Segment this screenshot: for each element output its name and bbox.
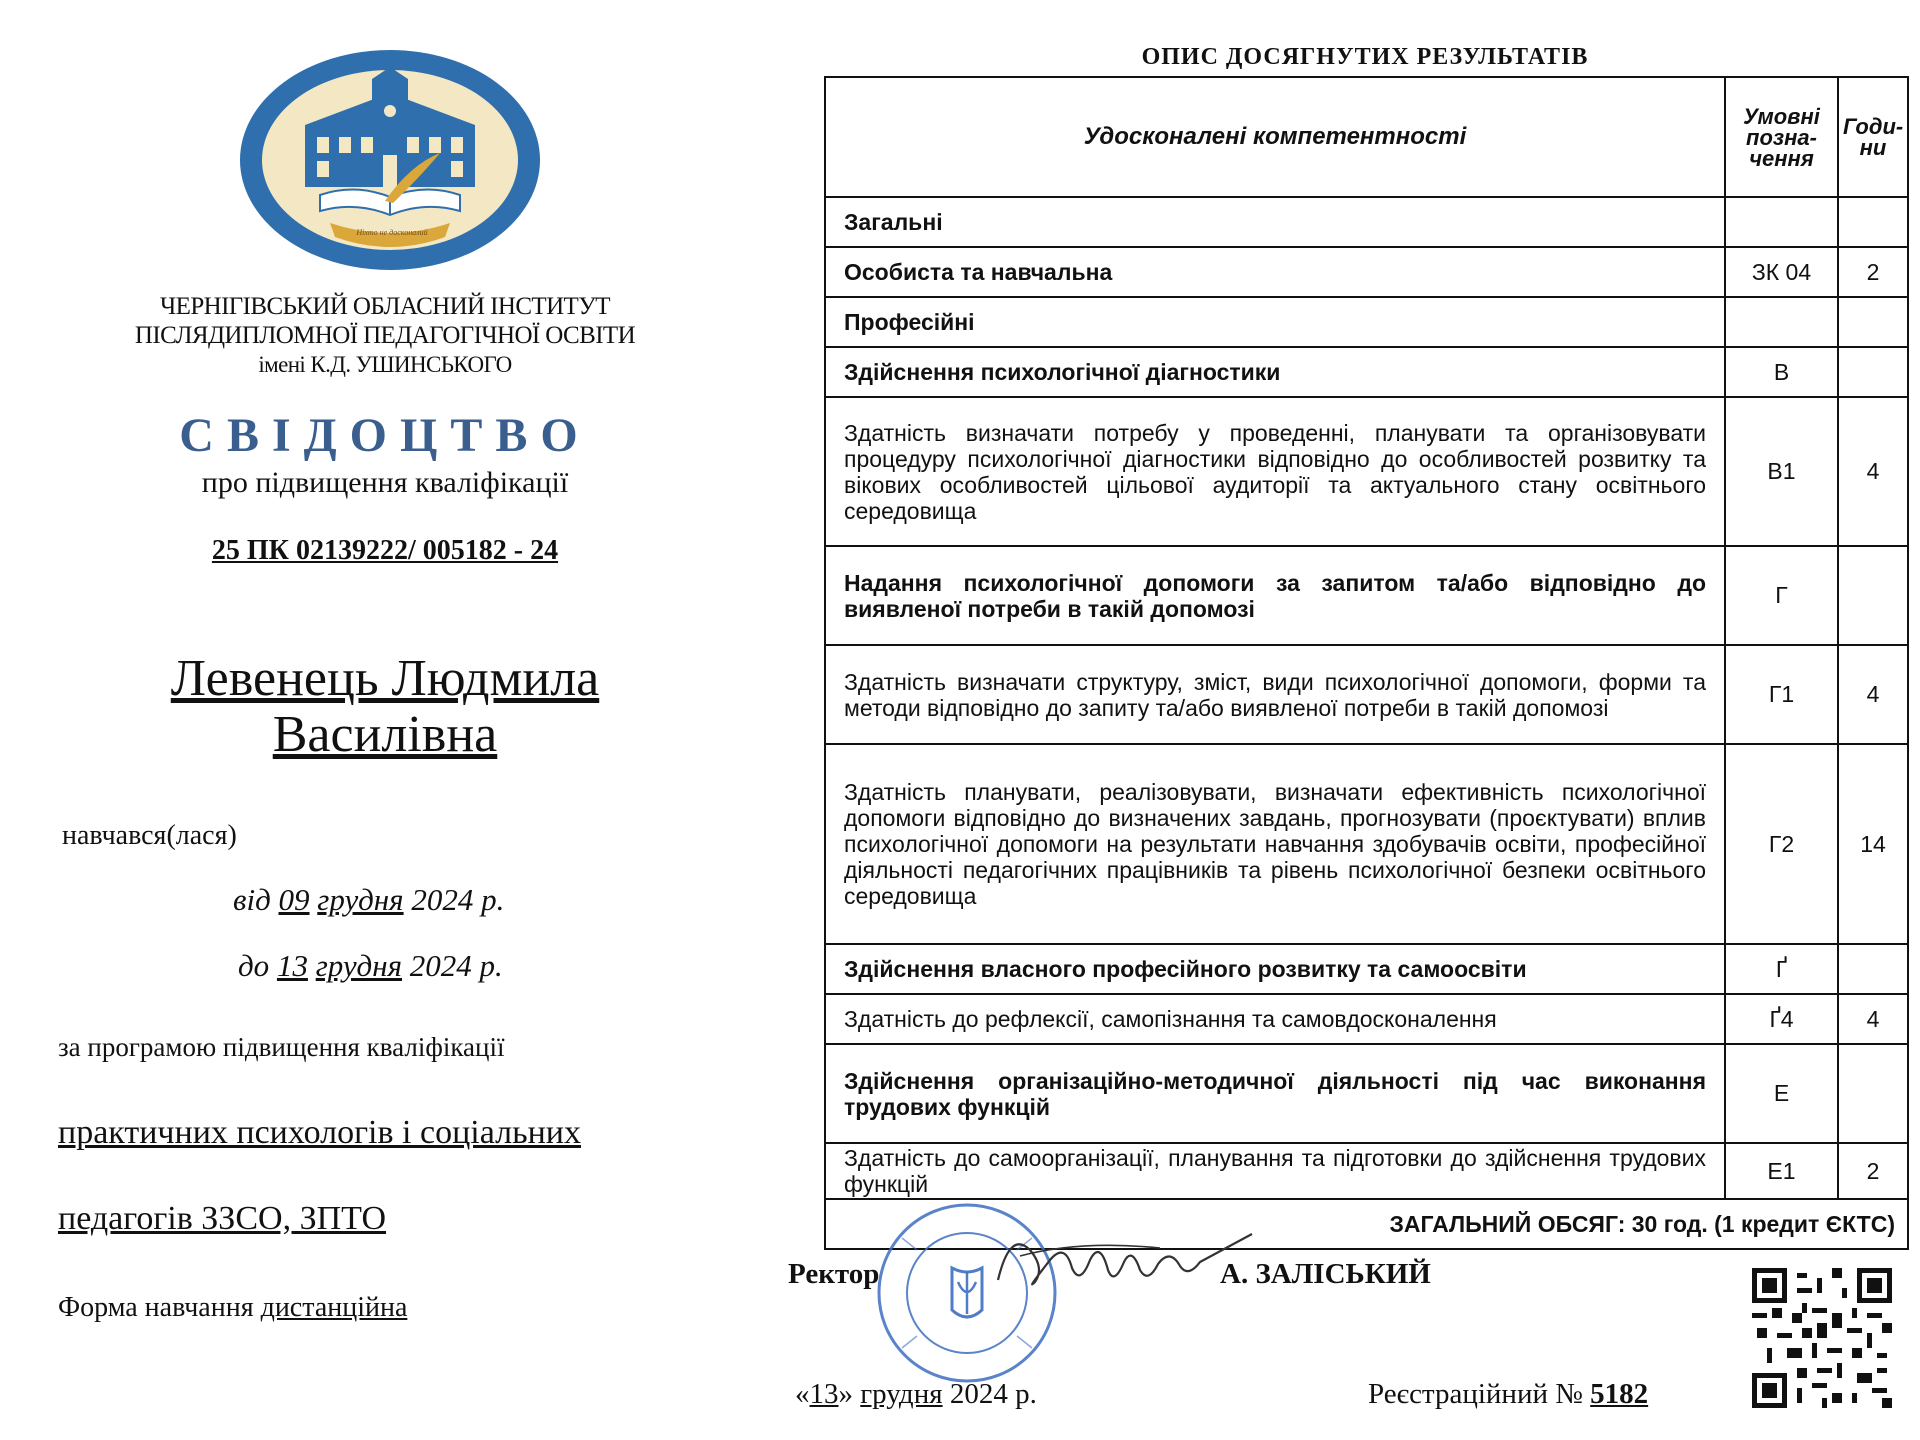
row-code: Ґ4: [1725, 994, 1838, 1044]
holder-name-line1: [60, 650, 710, 708]
row-hours: [1838, 944, 1908, 994]
row-text: Здатність визначати структуру, зміст, види психологічної допомоги, форми та методи відповідно до запиту та/або виявленої потреби в такій допомозі: [825, 645, 1725, 744]
header-competence: Удосконалені компетентності: [825, 77, 1725, 197]
row-hours: 4: [1838, 645, 1908, 744]
table-row: [825, 1044, 1908, 1143]
row-hours: 14: [1838, 744, 1908, 944]
row-hours: [1838, 197, 1908, 247]
studied-label: навчався(лася): [62, 820, 237, 851]
row-hours: [1838, 297, 1908, 347]
to-year: 2024 р.: [409, 948, 503, 983]
institute-name-line3: імені К.Д. УШИНСЬКОГО: [258, 352, 512, 377]
row-hours: 2: [1838, 247, 1908, 297]
reg-label: Реєстраційний №: [1368, 1378, 1583, 1410]
row-code: Г2: [1725, 744, 1838, 944]
table-row: [825, 397, 1908, 546]
row-text: Здатність планувати, реалізовувати, визначати ефективність психологічної допомоги відповідно до визначених завдань, прогнозувати (проєктувати) вплив психологічної допомоги на результати навчання здобувачів освіти, професійної діяльності педагогічних працівників та рівень психологічної безпеки освітнього середовища: [825, 744, 1725, 944]
row-code: Е1: [1725, 1143, 1838, 1199]
qr-code: [1752, 1268, 1892, 1408]
certificate-title: СВІДОЦТВО: [179, 409, 591, 462]
table-row: [825, 247, 1908, 297]
program-line2-text: педагогів ЗЗСО, ЗПТО: [58, 1200, 387, 1237]
to-month: грудня: [315, 948, 403, 983]
row-code: Е: [1725, 1044, 1838, 1143]
table-row: [825, 347, 1908, 397]
row-text: Здійснення організаційно-методичної діяльності під час виконання трудових функцій: [825, 1044, 1725, 1143]
study-from-date: [233, 882, 504, 918]
row-hours: 4: [1838, 994, 1908, 1044]
to-prefix: до: [238, 948, 270, 983]
program-line1: [58, 1114, 581, 1152]
institute-logo: [235, 45, 545, 275]
row-text: Здатність до самоорганізації, планування та підготовки до здійснення трудових функцій: [825, 1143, 1725, 1199]
study-form: [58, 1292, 407, 1324]
table-row: [825, 744, 1908, 944]
table-row: [825, 1143, 1908, 1199]
table-row: [825, 994, 1908, 1044]
program-label: за програмою підвищення кваліфікації: [58, 1032, 505, 1062]
certificate-number-value: 25 ПК 02139222/ 005182 - 24: [211, 535, 559, 566]
study-to-date: [238, 948, 503, 984]
holder-name-patronymic: Василівна: [272, 706, 498, 763]
from-month: грудня: [317, 882, 404, 917]
table-header-row: [825, 77, 1908, 197]
from-year: 2024 р.: [411, 882, 505, 917]
certificate-subtitle: про підвищення кваліфікації: [201, 466, 569, 499]
issue-day: 13: [809, 1378, 839, 1410]
table-row: [825, 546, 1908, 645]
program-line1-text: практичних психологів і соціальних: [58, 1114, 581, 1151]
from-prefix: від: [233, 882, 271, 917]
total-volume: ЗАГАЛЬНИЙ ОБСЯГ: 30 год. (1 кредит ЄКТС): [825, 1199, 1908, 1249]
header-hours: Годи-ни: [1838, 77, 1908, 197]
results-title: ОПИС ДОСЯГНУТИХ РЕЗУЛЬТАТІВ: [1141, 44, 1589, 70]
holder-name-first: Левенець Людмила: [170, 650, 600, 707]
issue-date: «13» грудня 2024 р.: [795, 1378, 1037, 1410]
row-text: Здійснення психологічної діагностики: [825, 347, 1725, 397]
certificate-number: [110, 535, 660, 567]
issue-year: 2024 р.: [949, 1378, 1037, 1410]
row-hours: 2: [1838, 1143, 1908, 1199]
row-hours: [1838, 1044, 1908, 1143]
table-row: [825, 197, 1908, 247]
row-code: Ґ: [1725, 944, 1838, 994]
table-row: [825, 297, 1908, 347]
logo-motto: Ніхто не досконалий: [356, 228, 428, 237]
reg-number: 5182: [1590, 1378, 1649, 1410]
row-code: [1725, 197, 1838, 247]
row-code: Г: [1725, 546, 1838, 645]
row-text: Здійснення власного професійного розвитку та самоосвіти: [825, 944, 1725, 994]
program-line2: [58, 1200, 386, 1238]
row-text: Здатність до рефлексії, самопізнання та самовдосконалення: [825, 994, 1725, 1044]
row-code: В: [1725, 347, 1838, 397]
institute-name-line2: ПІСЛЯДИПЛОМНОЇ ПЕДАГОГІЧНОЇ ОСВІТИ: [134, 322, 636, 349]
row-hours: [1838, 347, 1908, 397]
row-text: Надання психологічної допомоги за запитом та/або відповідно до виявленої потреби в такій допомозі: [825, 546, 1725, 645]
row-code: [1725, 297, 1838, 347]
form-label: Форма навчання: [58, 1292, 254, 1323]
rector-label: Ректор: [788, 1258, 880, 1290]
row-hours: [1838, 546, 1908, 645]
row-code: Г1: [1725, 645, 1838, 744]
form-value: дистанційна: [260, 1292, 408, 1323]
row-text: Здатність визначати потребу у проведенні, планувати та організовувати процедуру психологічної діагностики відповідно до особливостей розвитку та вікових особливостей цільової аудиторії та актуального стану освітнього середовища: [825, 397, 1725, 546]
row-text: Професійні: [825, 297, 1725, 347]
header-code: Умовні позна-чення: [1725, 77, 1838, 197]
table-row: [825, 645, 1908, 744]
registration-number: [1368, 1378, 1648, 1411]
rector-name: А. ЗАЛІСЬКИЙ: [1220, 1258, 1431, 1290]
table-row: [825, 944, 1908, 994]
results-table: [824, 76, 1909, 1250]
row-code: ЗК 04: [1725, 247, 1838, 297]
row-text: Особиста та навчальна: [825, 247, 1725, 297]
row-text: Загальні: [825, 197, 1725, 247]
issue-month: грудня: [860, 1378, 943, 1410]
from-day: 09: [278, 882, 310, 917]
holder-name-line2: [60, 706, 710, 764]
institute-name-line1: ЧЕРНІГІВСЬКИЙ ОБЛАСНИЙ ІНСТИТУТ: [160, 293, 610, 320]
to-day: 13: [276, 948, 308, 983]
row-code: В1: [1725, 397, 1838, 546]
row-hours: 4: [1838, 397, 1908, 546]
